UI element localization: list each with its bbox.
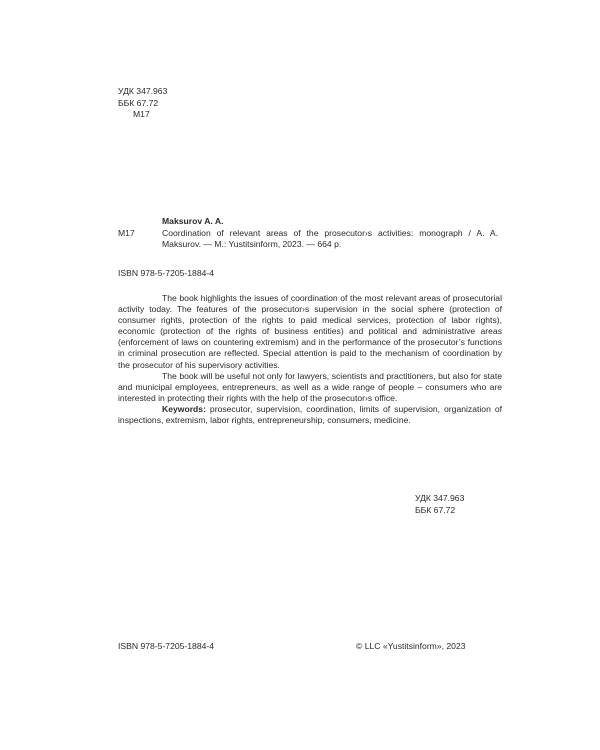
udk-code: УДК 347.963 <box>118 86 168 96</box>
footer-copyright: © LLC «Yustitsinform», 2023 <box>356 641 466 651</box>
bibliographic-record <box>118 216 498 250</box>
author-mark: М17 <box>133 109 150 119</box>
bibliographic-description: Coordination of relevant areas of the prosecutor›s activities: monograph / A. A. Maksurov. — M.: Yustitsinform, 2023. — 664 p. <box>162 228 498 250</box>
abstract <box>118 293 502 426</box>
abstract-paragraph-2: The book will be useful not only for lawyers, scientists and practitioners, but also for state and municipal employees, entrepreneurs, as well as a wide range of people – consumers who are interested in protecting their rights with the help of the prosecutor›s office. <box>118 370 502 403</box>
classification-codes-top <box>118 86 167 121</box>
footer-isbn: ISBN 978-5-7205-1884-4 <box>118 641 215 651</box>
bibliographic-row <box>118 228 498 250</box>
isbn-top: ISBN 978-5-7205-1884-4 <box>118 268 215 278</box>
keywords-paragraph <box>118 404 502 426</box>
classification-codes-bottom <box>415 493 464 516</box>
udk-code-bottom: УДК 347.963 <box>415 493 465 503</box>
keywords-list: prosecutor, supervision, coordination, limits of supervision, organization of inspections, extremism, labor rights, entrepreneurship, consumers, medicine. <box>118 403 502 426</box>
abstract-paragraph-1: The book highlights the issues of coordination of the most relevant areas of prosecutorial activity today. The features of the prosecutor›s supervision in the social sphere (protection of consumer rights, protection of the rights to paid medical services, protection of labor rights), economic (protection of the rights of business entities) and political and administrative areas (enforcement of laws on countering extremism) and in the performance of the prosecutor’s functions in criminal prosecution are reflected. Special attention is paid to the mechanism of coordination by the prosecutor of his supervisory activities. <box>118 293 502 370</box>
author-code: M17 <box>118 228 135 238</box>
bbk-code-bottom: ББК 67.72 <box>415 504 456 515</box>
keywords-label: Keywords: <box>162 403 206 414</box>
author-name: Maksurov A. A. <box>162 216 224 226</box>
bbk-code: ББК 67.72 <box>118 97 159 108</box>
